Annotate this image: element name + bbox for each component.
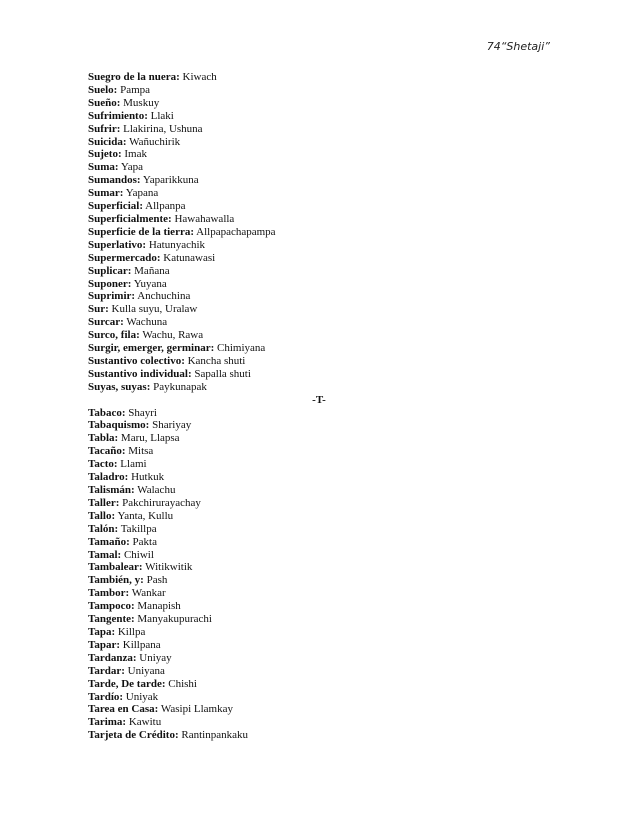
- entry-translation: Wachuna: [126, 316, 168, 329]
- entry-term: Suicida:: [88, 135, 127, 148]
- dictionary-entry: [88, 432, 558, 445]
- dictionary-entry: [88, 174, 558, 187]
- dictionary-entry: [88, 316, 558, 329]
- entry-term: Surgir, emerger, germinar:: [88, 342, 215, 355]
- dictionary-entry: [88, 484, 558, 497]
- entry-translation: Mañana: [134, 264, 170, 277]
- entry-term: Tabla:: [88, 432, 119, 445]
- entry-term: Sumandos:: [88, 174, 141, 187]
- dictionary-entry: [88, 187, 558, 200]
- dictionary-entry: [88, 600, 558, 613]
- dictionary-entry: [88, 200, 558, 213]
- dictionary-entry: [88, 213, 558, 226]
- entry-translation: Hatunyachik: [148, 238, 206, 251]
- entry-term: Sueño:: [88, 96, 121, 109]
- section-heading-t: -T-: [312, 393, 326, 406]
- dictionary-entry: [88, 355, 558, 368]
- entry-term: Surco, fila:: [88, 329, 140, 342]
- dictionary-entry: [88, 536, 558, 549]
- dictionary-entry: [88, 252, 558, 265]
- entry-term: Tardar:: [88, 664, 125, 677]
- dictionary-entries: [88, 71, 558, 742]
- dictionary-entry: [88, 239, 558, 252]
- entry-term: Suprimir:: [88, 290, 136, 303]
- entry-term: Superficial:: [88, 200, 143, 213]
- entry-translation: Pakta: [132, 535, 157, 548]
- entry-term: Tarea en Casa:: [88, 703, 159, 716]
- entry-translation: Chishi: [168, 677, 197, 690]
- entry-term: Tabaquismo:: [88, 419, 150, 432]
- section-t-list: [88, 407, 558, 743]
- dictionary-entry: [88, 161, 558, 174]
- entry-term: Taladro:: [88, 471, 129, 484]
- entry-term: Sufrimiento:: [88, 109, 148, 122]
- dictionary-entry: [88, 110, 558, 123]
- dictionary-entry: [88, 703, 558, 716]
- dictionary-entry: [88, 329, 558, 342]
- dictionary-entry: [88, 626, 558, 639]
- entry-term: Tapa:: [88, 625, 116, 638]
- entry-term: Tamaño:: [88, 535, 130, 548]
- dictionary-entry: [88, 471, 558, 484]
- entry-translation: Uniyay: [139, 651, 172, 664]
- entry-term: Tampoco:: [88, 600, 135, 613]
- entry-translation: Killpana: [122, 638, 161, 651]
- page-header: 74“Shetaji”: [486, 40, 550, 53]
- entry-translation: Pakchirurayachay: [122, 496, 201, 509]
- entry-term: Talón:: [88, 522, 119, 535]
- entry-translation: Mitsa: [128, 445, 154, 458]
- entry-term: Tambor:: [88, 587, 130, 600]
- dictionary-entry: [88, 226, 558, 239]
- entry-translation: Manapish: [137, 600, 181, 613]
- dictionary-entry: [88, 613, 558, 626]
- dictionary-entry: [88, 678, 558, 691]
- entry-term: Superlativo:: [88, 238, 147, 251]
- dictionary-entry: [88, 665, 558, 678]
- section-s-list: [88, 71, 558, 394]
- entry-translation: Shariyay: [152, 419, 192, 432]
- entry-translation: Llami: [120, 458, 147, 471]
- entry-translation: Manyakupurachi: [137, 613, 212, 626]
- dictionary-entry: [88, 510, 558, 523]
- dictionary-entry: [88, 419, 558, 432]
- entry-term: También, y:: [88, 574, 144, 587]
- entry-translation: Takillpa: [120, 522, 157, 535]
- entry-term: Tarjeta de Crédito:: [88, 729, 179, 742]
- entry-translation: Wachu, Rawa: [142, 329, 204, 342]
- entry-translation: Kawitu: [128, 716, 162, 729]
- entry-translation: Rantinpankaku: [181, 729, 248, 742]
- entry-translation: Muskuy: [123, 96, 160, 109]
- dictionary-entry: [88, 549, 558, 562]
- dictionary-entry: [88, 652, 558, 665]
- entry-term: Sustantivo colectivo:: [88, 354, 185, 367]
- dictionary-entry: [88, 587, 558, 600]
- entry-term: Tacaño:: [88, 445, 126, 458]
- entry-translation: Killpa: [117, 625, 146, 638]
- dictionary-entry: [88, 445, 558, 458]
- entry-term: Suma:: [88, 161, 119, 174]
- entry-term: Tallo:: [88, 509, 116, 522]
- entry-translation: Paykunapak: [153, 380, 207, 393]
- entry-translation: Kancha shuti: [187, 354, 246, 367]
- entry-translation: Pampa: [120, 83, 151, 96]
- dictionary-entry: [88, 71, 558, 84]
- entry-translation: Allpanpa: [145, 200, 186, 213]
- entry-translation: Hawahawalla: [174, 212, 235, 225]
- entry-translation: Yapa: [120, 161, 144, 174]
- entry-term: Superficie de la tierra:: [88, 225, 194, 238]
- entry-translation: Wankar: [131, 587, 166, 600]
- entry-translation: Allpapachapampa: [196, 225, 276, 238]
- dictionary-entry: [88, 123, 558, 136]
- entry-term: Suplicar:: [88, 264, 132, 277]
- entry-term: Suelo:: [88, 83, 118, 96]
- entry-translation: Imak: [124, 148, 147, 161]
- entry-translation: Maru, Llapsa: [120, 432, 180, 445]
- entry-translation: Wasipi Llamkay: [160, 703, 233, 716]
- entry-term: Suyas, suyas:: [88, 380, 151, 393]
- entry-term: Suegro de la nuera:: [88, 71, 180, 83]
- entry-term: Tarde, De tarde:: [88, 677, 166, 690]
- entry-translation: Pash: [146, 574, 168, 587]
- entry-term: Tabaco:: [88, 406, 126, 419]
- entry-translation: Uniyak: [125, 690, 159, 703]
- entry-translation: Llaki: [150, 109, 174, 122]
- dictionary-entry: [88, 691, 558, 704]
- entry-term: Superficialmente:: [88, 212, 172, 225]
- dictionary-entry: [88, 136, 558, 149]
- entry-translation: Shayri: [128, 406, 157, 419]
- entry-term: Tacto:: [88, 458, 118, 471]
- entry-translation: Katunawasi: [163, 251, 216, 264]
- dictionary-entry: [88, 148, 558, 161]
- entry-translation: Yanta, Kullu: [117, 509, 174, 522]
- entry-term: Talismán:: [88, 484, 135, 496]
- dictionary-entry: [88, 497, 558, 510]
- entry-translation: Yaparikkuna: [142, 174, 199, 187]
- entry-term: Tamal:: [88, 548, 122, 561]
- dictionary-entry: [88, 368, 558, 381]
- dictionary-entry: [88, 523, 558, 536]
- entry-translation: Llakirina, Ushuna: [123, 122, 203, 135]
- entry-translation: Anchuchina: [137, 290, 191, 303]
- dictionary-entry: [88, 278, 558, 291]
- entry-translation: Kulla suyu, Uralaw: [111, 303, 198, 316]
- entry-translation: Wañuchirik: [129, 135, 181, 148]
- entry-translation: Yapana: [125, 187, 159, 200]
- entry-term: Tardío:: [88, 690, 124, 703]
- dictionary-entry: [88, 342, 558, 355]
- entry-term: Tangente:: [88, 613, 135, 626]
- dictionary-entry: [88, 729, 558, 742]
- dictionary-entry: [88, 574, 558, 587]
- dictionary-entry: [88, 381, 558, 394]
- entry-term: Tardanza:: [88, 651, 137, 664]
- entry-term: Sustantivo individual:: [88, 367, 192, 380]
- dictionary-entry: [88, 407, 558, 420]
- entry-translation: Witikwitik: [145, 561, 193, 574]
- entry-term: Suponer:: [88, 277, 132, 290]
- entry-term: Supermercado:: [88, 251, 161, 264]
- dictionary-entry: [88, 97, 558, 110]
- entry-term: Surcar:: [88, 316, 124, 329]
- entry-term: Taller:: [88, 496, 120, 509]
- entry-translation: Chimiyana: [217, 342, 266, 355]
- dictionary-entry: [88, 458, 558, 471]
- entry-translation: Sapalla shuti: [194, 367, 251, 380]
- entry-translation: Yuyana: [133, 277, 167, 290]
- dictionary-entry: [88, 84, 558, 97]
- entry-term: Tambalear:: [88, 561, 143, 574]
- entry-term: Tarima:: [88, 716, 127, 729]
- dictionary-entry: [88, 303, 558, 316]
- entry-term: Sumar:: [88, 187, 124, 200]
- dictionary-entry: [88, 716, 558, 729]
- entry-term: Sur:: [88, 303, 109, 316]
- dictionary-entry: [88, 561, 558, 574]
- entry-term: Tapar:: [88, 638, 120, 651]
- entry-translation: Walachu: [137, 484, 176, 496]
- entry-translation: Chiwil: [123, 548, 154, 561]
- dictionary-entry: [88, 639, 558, 652]
- entry-term: Sujeto:: [88, 148, 122, 161]
- entry-translation: Kiwach: [182, 71, 217, 83]
- dictionary-entry: [88, 290, 558, 303]
- entry-translation: Uniyana: [127, 664, 165, 677]
- entry-term: Sufrir:: [88, 122, 121, 135]
- dictionary-entry: [88, 265, 558, 278]
- entry-translation: Hutkuk: [131, 471, 165, 484]
